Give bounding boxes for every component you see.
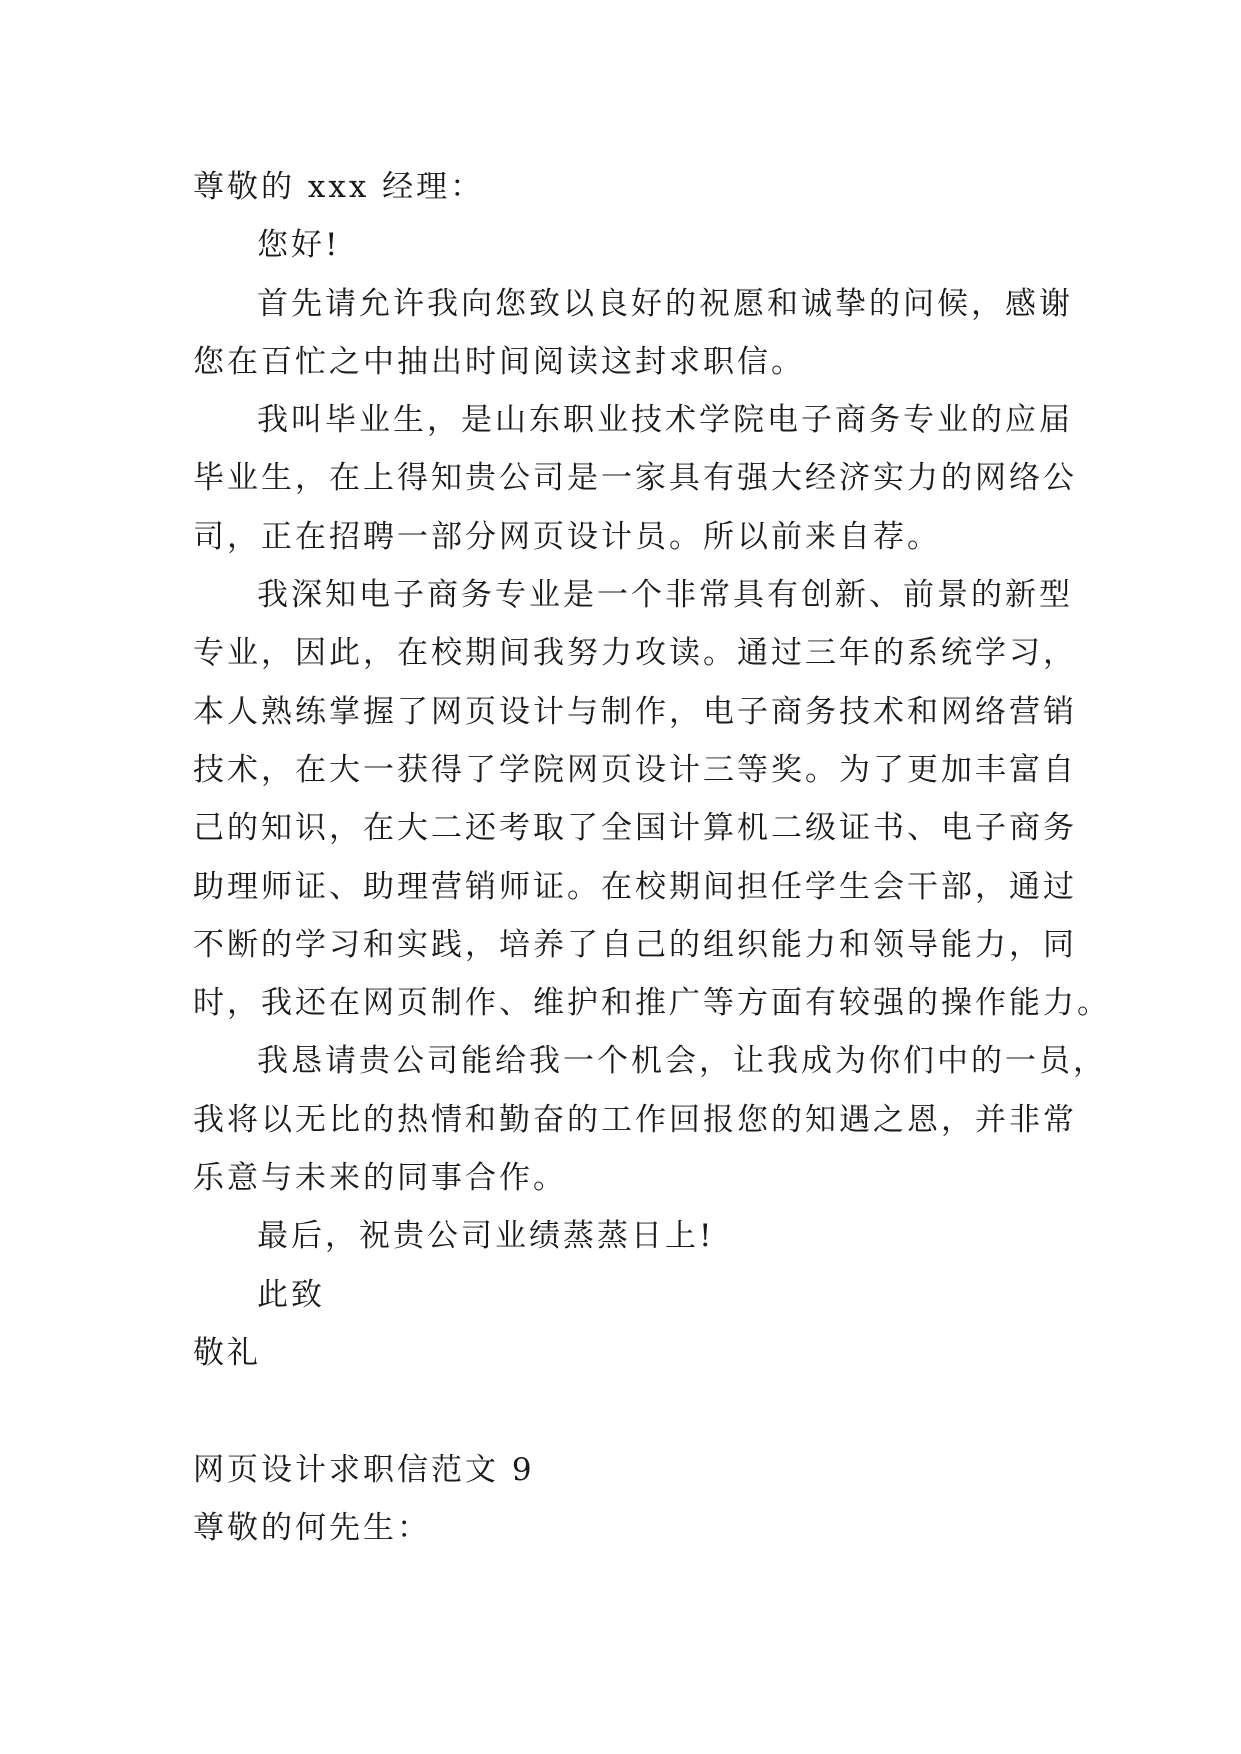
paragraph-3-line-4: 技术，在大一获得了学院网页设计三等奖。为了更加丰富自 [193, 751, 1077, 788]
paragraph-3-line-3: 本人熟练掌握了网页设计与制作，电子商务技术和网络营销 [193, 693, 1077, 730]
paragraph-4-line-1: 我恳请贵公司能给我一个机会，让我成为你们中的一员， [257, 1043, 1107, 1080]
paragraph-2-line-2: 毕业生，在上得知贵公司是一家具有强大经济实力的网络公 [193, 460, 1077, 497]
paragraph-1-line-2: 您在百忙之中抽出时间阅读这封求职信。 [193, 343, 805, 380]
paragraph-2-line-3: 司，正在招聘一部分网页设计员。所以前来自荐。 [193, 518, 941, 555]
closing-jing-li: 敬礼 [193, 1334, 261, 1371]
paragraph-3-line-8: 时，我还在网页制作、维护和推广等方面有较强的操作能力。 [193, 985, 1111, 1022]
paragraph-4-line-2: 我将以无比的热情和勤奋的工作回报您的知遇之恩，并非常 [193, 1101, 1077, 1138]
paragraph-3-line-2: 专业，因此，在校期间我努力攻读。通过三年的系统学习， [193, 635, 1077, 672]
paragraph-3-line-1: 我深知电子商务专业是一个非常具有创新、前景的新型 [257, 577, 1073, 614]
paragraph-2-line-1: 我叫毕业生，是山东职业技术学院电子商务专业的应届 [257, 402, 1073, 439]
greeting: 您好! [257, 227, 341, 264]
paragraph-3-line-6: 助理师证、助理营销师证。在校期间担任学生会干部，通过 [193, 868, 1077, 905]
closing-wish: 最后，祝贵公司业绩蒸蒸日上! [257, 1218, 715, 1255]
letter-body [193, 158, 1111, 1557]
paragraph-1-line-1: 首先请允许我向您致以良好的祝愿和诚挚的问候，感谢 [257, 285, 1073, 322]
next-letter-title: 网页设计求职信范文 9 [193, 1451, 535, 1488]
paragraph-3-line-7: 不断的学习和实践，培养了自己的组织能力和领导能力，同 [193, 926, 1077, 963]
salutation: 尊敬的 xxx 经理： [193, 169, 485, 205]
paragraph-4-line-3: 乐意与未来的同事合作。 [193, 1160, 567, 1197]
blank-line [193, 1382, 1063, 1440]
paragraph-3-line-5: 己的知识，在大二还考取了全国计算机二级证书、电子商务 [193, 810, 1077, 847]
next-letter-salutation: 尊敬的何先生： [193, 1509, 431, 1546]
closing-ci-zhi: 此致 [257, 1276, 325, 1313]
